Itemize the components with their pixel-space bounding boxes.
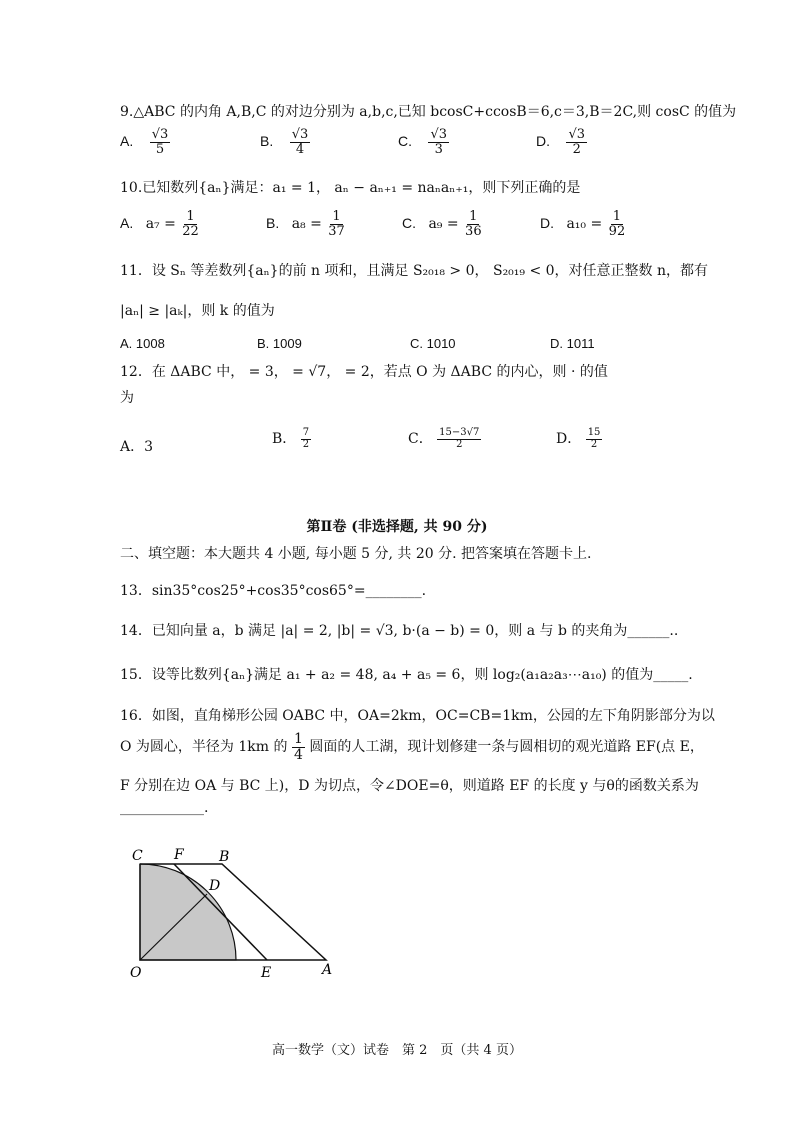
q9-option-d xyxy=(536,128,587,156)
q12-option-b xyxy=(272,428,311,450)
label-o: O xyxy=(130,965,142,980)
option-label: D. xyxy=(536,133,550,150)
frac-den: 3 xyxy=(434,141,443,157)
option-lhs: a₈ = xyxy=(291,216,322,233)
option-label: D． xyxy=(556,431,582,447)
label-f: F xyxy=(174,847,184,863)
frac-den: 2 xyxy=(302,438,310,450)
label-d: D xyxy=(209,878,221,894)
label-b: B xyxy=(219,849,230,865)
q10-option-c xyxy=(402,210,484,238)
trapezoid-figure xyxy=(120,840,360,980)
q16-line2-part2: 圆面的人工湖，现计划修建一条与圆相切的观光道路 EF(点 E， xyxy=(309,739,704,756)
label-e: E xyxy=(261,965,272,980)
frac-num: √3 xyxy=(568,127,586,142)
q12-stem: 12．在 ΔABC 中， = 3， = √7， = 2，若点 O 为 ΔABC 的内心，则 · 的值 xyxy=(120,364,608,380)
label-a: A xyxy=(322,962,333,978)
q16-line2 xyxy=(120,732,704,762)
frac-den: 5 xyxy=(155,141,165,157)
frac-num: 1 xyxy=(469,209,478,224)
option-label: A. xyxy=(120,133,134,150)
q12-stem-line2: 为 xyxy=(120,390,134,406)
frac-num: 1 xyxy=(186,209,195,224)
q9-option-c xyxy=(398,128,449,156)
frac-den: 22 xyxy=(182,223,199,239)
frac-num: 1 xyxy=(332,209,341,224)
q9-option-a xyxy=(120,128,170,156)
frac-num: 15−3√7 xyxy=(439,427,480,438)
frac-den: 4 xyxy=(295,141,305,157)
q10-option-a xyxy=(120,210,201,238)
q16-line3: F 分别在边 OA 与 BC 上)，D 为切点，令∠DOE=θ，则道路 EF 的长度 y 与θ的函数关系为 xyxy=(120,778,699,794)
frac-num: √3 xyxy=(151,127,169,142)
q11-option-b: B. 1009 xyxy=(257,336,302,351)
option-label: A. xyxy=(120,215,134,232)
q10-options xyxy=(120,210,680,250)
q16-line2-part1: O 为圆心，半径为 1km 的 xyxy=(120,739,288,756)
q9-options xyxy=(120,122,640,166)
option-lhs: a₇ = xyxy=(145,216,176,233)
section-title: 第Ⅱ卷 (非选择题, 共 90 分) xyxy=(306,519,488,535)
option-lhs: a₁₀ = xyxy=(566,216,603,233)
q11-option-a: A. 1008 xyxy=(120,336,165,351)
q14: 14．已知向量 a，b 满足 |a| = 2, |b| = √3, b·(a − b) = 0，则 a 与 b 的夹角为______.. xyxy=(120,623,679,639)
option-lhs: a₉ = xyxy=(428,216,459,233)
q16-line1: 16．如图，直角梯形公园 OABC 中，OA=2km，OC=CB=1km，公园的左下角阴影部分为以 xyxy=(120,708,715,724)
q11-stem-line2: |aₙ| ≥ |aₖ|，则 k 的值为 xyxy=(120,303,275,319)
q11-option-c: C. 1010 xyxy=(410,336,456,351)
q10-option-b xyxy=(266,210,347,238)
frac-den: 2 xyxy=(456,438,463,450)
q12-option-c xyxy=(408,428,481,450)
option-label: B. xyxy=(260,133,274,150)
q16-answer-blank: ____________. xyxy=(120,800,209,816)
frac-den: 37 xyxy=(328,223,345,239)
option-label: C． xyxy=(408,431,433,447)
frac-num: 7 xyxy=(302,427,310,438)
frac-den: 92 xyxy=(608,223,626,239)
label-c: C xyxy=(132,848,143,864)
frac-num: 15 xyxy=(587,427,601,438)
q11-stem: 11．设 Sₙ 等差数列{aₙ}的前 n 项和，且满足 S₂₀₁₈ > 0， S₂₀₁₉ < 0，对任意正整数 n，都有 xyxy=(120,263,709,279)
q10-option-d xyxy=(540,210,627,238)
frac-num: √3 xyxy=(430,127,448,142)
frac-den: 4 xyxy=(293,746,303,763)
frac-den: 36 xyxy=(465,223,482,239)
q9-stem: 9.△ABC 的内角 A,B,C 的对边分别为 a,b,c,已知 bcosC+ccosB＝6,c＝3,B＝2C,则 cosC 的值为 xyxy=(120,104,737,120)
option-label: C. xyxy=(398,133,412,150)
q10-stem: 10.已知数列{aₙ}满足：a₁ = 1， aₙ − aₙ₊₁ = naₙaₙ₊₁，则下列正确的是 xyxy=(120,180,581,196)
option-label: D. xyxy=(540,215,554,232)
q13: 13．sin35°cos25°+cos35°cos65°=________. xyxy=(120,583,427,599)
q12-option-a: A．3 xyxy=(120,439,154,455)
q15: 15．设等比数列{aₙ}满足 a₁ + a₂ = 48, a₄ + a₅ = 6，则 log₂(a₁a₂a₃⋯a₁₀) 的值为_____. xyxy=(120,667,693,683)
frac-den: 2 xyxy=(572,141,581,157)
frac-den: 2 xyxy=(590,438,598,450)
q12-option-d xyxy=(556,428,602,450)
option-label: B. xyxy=(266,215,280,232)
section-instruction: 二、填空题：本大题共 4 小题, 每小题 5 分, 共 20 分. 把答案填在答题卡上. xyxy=(120,546,592,562)
option-label: B． xyxy=(272,431,297,447)
q9-option-b xyxy=(260,128,310,156)
option-label: C. xyxy=(402,215,416,232)
frac-num: √3 xyxy=(291,127,309,142)
frac-num: 1 xyxy=(612,209,622,224)
page-footer: 高一数学（文）试卷 第 2 页（共 4 页） xyxy=(272,1043,522,1058)
frac-num: 1 xyxy=(293,731,303,747)
q11-option-d: D. 1011 xyxy=(550,336,595,351)
